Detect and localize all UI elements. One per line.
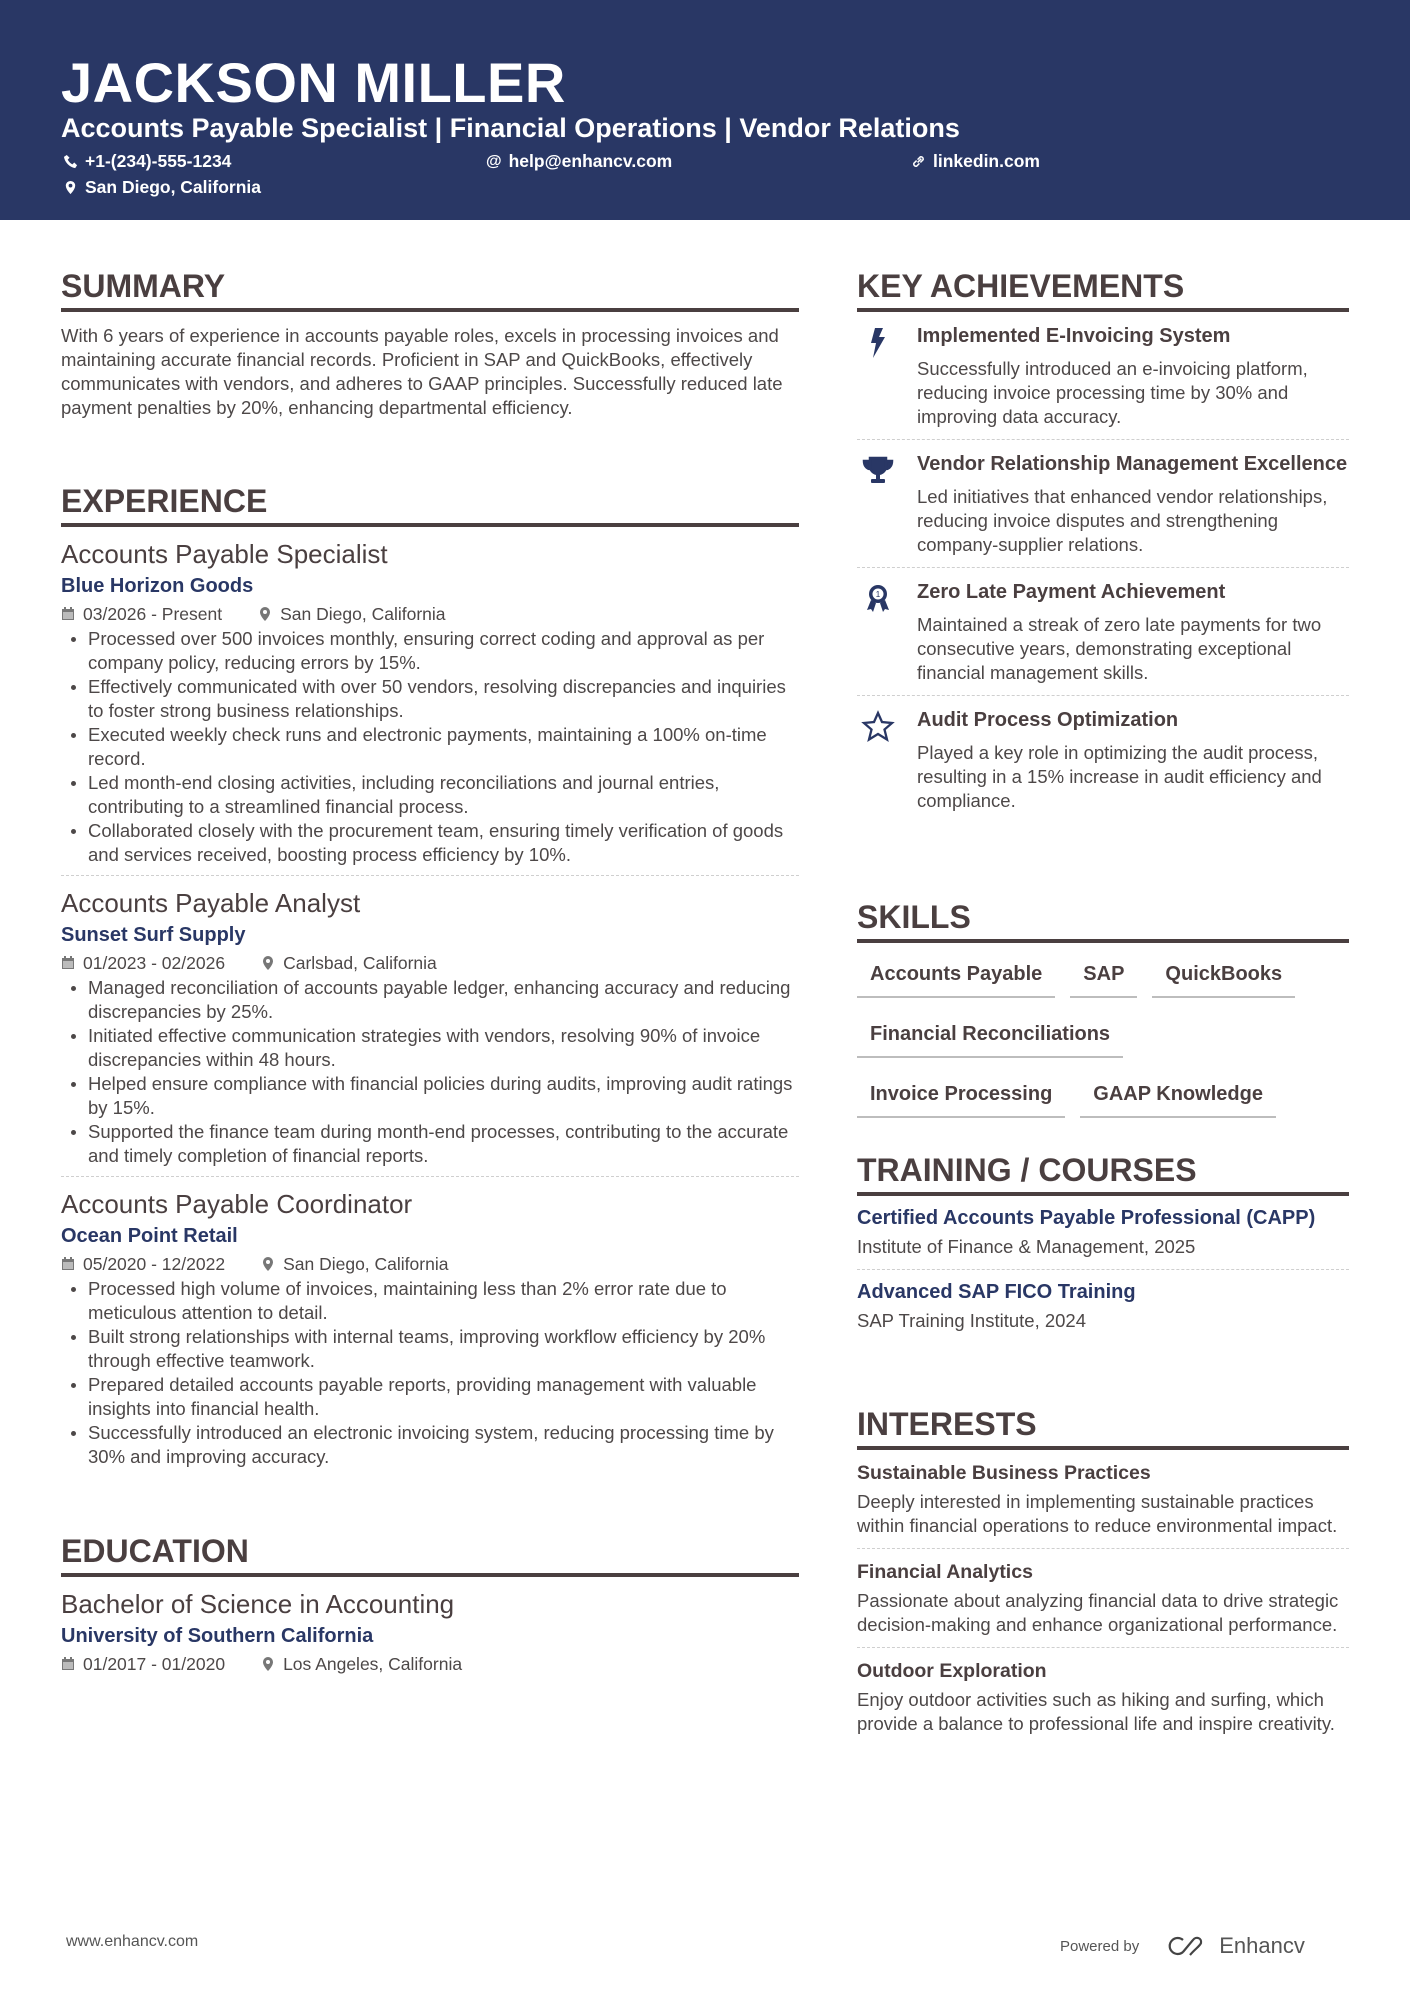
training-item (857, 1196, 1349, 1270)
job-entry (61, 527, 799, 876)
section-title: EXPERIENCE (61, 481, 799, 527)
achievement-item (857, 440, 1349, 568)
link-icon (911, 154, 926, 169)
job-title: Accounts Payable Analyst (61, 888, 361, 918)
bullet-item: Executed weekly check runs and electronic payments, maintaining a 100% on-time record. (61, 723, 799, 771)
experience-section (61, 481, 799, 1477)
job-meta (61, 601, 799, 627)
bullet-item: Led month-end closing activities, including reconciliations and journal entries, contributing to a streamlined financial process. (61, 771, 799, 819)
degree: Bachelor of Science in Accounting (61, 1589, 455, 1619)
job-meta (61, 1251, 799, 1277)
achievement-text: Successfully introduced an e-invoicing platform, reducing invoice processing time by 30% and improving data accuracy. (917, 358, 1308, 427)
enhancv-logo-icon (1165, 1934, 1211, 1958)
job-bullets (61, 1277, 799, 1469)
summary-text: With 6 years of experience in accounts payable roles, excels in processing invoices and maintaining accurate financial records. Proficient in SAP and QuickBooks, effectively communicates with vendors, and adheres to GAAP principles. Successfully reduced late payment penalties by 20%, enhancing departmental efficiency. (61, 325, 783, 418)
company-name: Ocean Point Retail (61, 1225, 238, 1247)
interest-text: Enjoy outdoor activities such as hiking and surfing, which provide a balance to professional life and inspire creativity. (857, 1689, 1335, 1734)
enhancv-logo: Enhancv (1165, 1933, 1305, 1959)
skill-tag: Invoice Processing (857, 1075, 1065, 1118)
school: University of Southern California (61, 1625, 374, 1647)
training-item (857, 1270, 1349, 1343)
bullet-item: Processed high volume of invoices, maintaining less than 2% error rate due to meticulous attention to detail. (61, 1277, 799, 1325)
interest-text: Passionate about analyzing financial data to drive strategic decision-making and enhance organizational performance. (857, 1590, 1339, 1635)
job-dates: 05/2020 - 12/2022 (83, 1254, 226, 1274)
svg-text:1: 1 (875, 590, 881, 599)
skill-tag: Financial Reconciliations (857, 1015, 1123, 1058)
calendar-icon (61, 1257, 75, 1271)
achievement-item (857, 696, 1349, 823)
education-meta: 01/2017 - 01/2020 Los Angeles, California (61, 1651, 799, 1677)
achievement-title: Vendor Relationship Management Excellence (917, 453, 1348, 475)
footer-brand (1060, 1933, 1305, 1959)
achievement-text: Maintained a streak of zero late payments for two consecutive years, demonstrating exceptional financial management skills. (917, 614, 1322, 683)
location-pin-icon (261, 1657, 275, 1671)
course-title: Certified Accounts Payable Professional (CAPP) (857, 1207, 1316, 1229)
job-entry (61, 1177, 799, 1477)
phone-icon (63, 154, 78, 169)
job-dates: 01/2023 - 02/2026 (83, 953, 226, 973)
candidate-name: JACKSON MILLER (61, 51, 566, 114)
trophy-icon (861, 454, 895, 488)
interest-item (857, 1549, 1349, 1648)
skill-tag: Accounts Payable (857, 955, 1055, 998)
bullet-item: Helped ensure compliance with financial policies during audits, improving audit ratings by 15%. (61, 1072, 799, 1120)
medal-icon (861, 582, 895, 616)
achievements-section (857, 266, 1349, 823)
bullet-item: Effectively communicated with over 50 vendors, resolving discrepancies and inquiries to foster strong business relationships. (61, 675, 799, 723)
section-title: EDUCATION (61, 1531, 799, 1577)
job-dates: 03/2026 - Present (83, 604, 223, 624)
job-title: Accounts Payable Coordinator (61, 1189, 413, 1219)
summary-section (61, 266, 799, 420)
course-provider: Institute of Finance & Management, 2025 (857, 1236, 1196, 1257)
course-title: Advanced SAP FICO Training (857, 1281, 1136, 1303)
location-pin-icon (63, 180, 78, 195)
achievement-title: Zero Late Payment Achievement (917, 581, 1226, 603)
course-provider: SAP Training Institute, 2024 (857, 1310, 1087, 1331)
bullet-item: Supported the finance team during month-end processes, contributing to the accurate and timely completion of financial reports. (61, 1120, 799, 1168)
bolt-icon (861, 326, 895, 360)
powered-by-label: Powered by (1060, 1937, 1140, 1955)
interest-text: Deeply interested in implementing sustainable practices within financial operations to reduce environmental impact. (857, 1491, 1338, 1536)
achievement-item (857, 312, 1349, 440)
bullet-item: Collaborated closely with the procurement team, ensuring timely verification of goods and services received, boosting process efficiency by 10%. (61, 819, 799, 867)
company-name: Blue Horizon Goods (61, 575, 254, 597)
bullet-item: Processed over 500 invoices monthly, ensuring correct coding and approval as per company policy, reducing errors by 15%. (61, 627, 799, 675)
section-title: TRAINING / COURSES (857, 1150, 1349, 1196)
education-section (61, 1531, 799, 1685)
footer-website[interactable]: www.enhancv.com (66, 1933, 199, 1950)
job-title: Accounts Payable Specialist (61, 539, 388, 569)
interest-title: Sustainable Business Practices (857, 1462, 1151, 1484)
star-icon (861, 710, 895, 744)
section-title: INTERESTS (857, 1404, 1349, 1450)
skill-tag: SAP (1070, 955, 1137, 998)
section-title: SUMMARY (61, 266, 799, 312)
bullet-item: Managed reconciliation of accounts payable ledger, enhancing accuracy and reducing discrepancies by 25%. (61, 976, 799, 1024)
location-pin-icon (261, 956, 275, 970)
phone: +1-(234)-555-1234 (63, 151, 231, 172)
interests-section (857, 1404, 1349, 1746)
calendar-icon (61, 607, 75, 621)
candidate-title: Accounts Payable Specialist | Financial Operations | Vendor Relations (61, 113, 960, 143)
job-bullets (61, 976, 799, 1168)
interest-item (857, 1648, 1349, 1746)
skill-tag: GAAP Knowledge (1080, 1075, 1276, 1118)
bullet-item: Successfully introduced an electronic invoicing system, reducing processing time by 30% and improving accuracy. (61, 1421, 799, 1469)
interest-item (857, 1450, 1349, 1549)
bullet-item: Prepared detailed accounts payable reports, providing management with valuable insights into financial health. (61, 1373, 799, 1421)
achievement-text: Played a key role in optimizing the audit process, resulting in a 15% increase in audit efficiency and compliance. (917, 742, 1322, 811)
email[interactable]: @ help@enhancv.com (486, 151, 673, 171)
interest-title: Financial Analytics (857, 1561, 1033, 1583)
achievement-title: Implemented E-Invoicing System (917, 325, 1231, 347)
achievement-item (857, 568, 1349, 696)
job-entry (61, 876, 799, 1177)
calendar-icon (61, 1657, 75, 1671)
calendar-icon (61, 956, 75, 970)
training-section (857, 1150, 1349, 1343)
location: San Diego, California (63, 177, 261, 198)
section-title: KEY ACHIEVEMENTS (857, 266, 1349, 312)
job-bullets (61, 627, 799, 867)
achievement-title: Audit Process Optimization (917, 709, 1179, 731)
skills-section (857, 897, 1349, 1135)
at-icon: @ (486, 152, 502, 170)
job-location: San Diego, California (283, 1254, 449, 1274)
interest-title: Outdoor Exploration (857, 1660, 1047, 1682)
job-location: Carlsbad, California (283, 953, 437, 973)
bullet-item: Built strong relationships with internal teams, improving workflow efficiency by 20% through effective teamwork. (61, 1325, 799, 1373)
section-title: SKILLS (857, 897, 1349, 943)
job-location: San Diego, California (280, 604, 446, 624)
location-pin-icon (261, 1257, 275, 1271)
skill-tag: QuickBooks (1152, 955, 1295, 998)
job-meta (61, 950, 799, 976)
company-name: Sunset Surf Supply (61, 924, 246, 946)
bullet-item: Initiated effective communication strategies with vendors, resolving 90% of invoice discrepancies within 48 hours. (61, 1024, 799, 1072)
linkedin-link[interactable]: linkedin.com (911, 151, 1040, 172)
location-pin-icon (258, 607, 272, 621)
achievement-text: Led initiatives that enhanced vendor relationships, reducing invoice disputes and strengthening company-supplier relations. (917, 486, 1328, 555)
header (0, 0, 1410, 220)
